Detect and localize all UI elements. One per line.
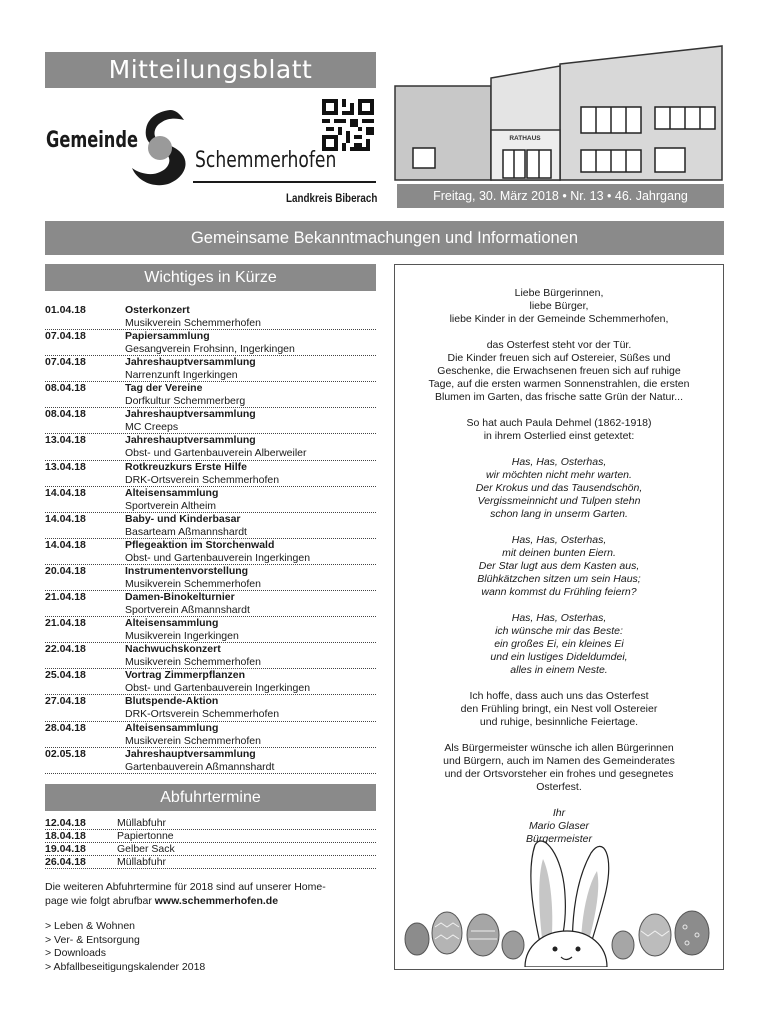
district-label: Landkreis Biberach xyxy=(286,191,378,205)
event-row xyxy=(45,487,376,513)
newsletter-title: Mitteilungsblatt xyxy=(45,52,376,88)
letter-line: So hat auch Paula Dehmel (1862-1918) xyxy=(466,417,652,429)
abfuhr-kind: Gelber Sack xyxy=(117,843,175,855)
qr-code-icon xyxy=(322,99,374,151)
event-date: 14.04.18 xyxy=(45,538,86,551)
event-row xyxy=(45,722,376,748)
event-organizer: Dorfkultur Schemmerberg xyxy=(125,395,246,408)
event-row xyxy=(45,382,376,408)
event-date: 20.04.18 xyxy=(45,564,86,577)
event-row xyxy=(45,434,376,460)
letter-line: Has, Has, Osterhas, xyxy=(511,534,607,546)
event-organizer: Sportverein Aßmannshardt xyxy=(125,604,250,617)
abfuhr-note xyxy=(45,880,376,908)
event-date: 01.04.18 xyxy=(45,304,86,316)
letter-line: Tage, auf die ersten warmen Sonnenstrahlen, die ersten xyxy=(428,378,690,390)
event-date: 07.04.18 xyxy=(45,356,86,369)
letter-line: Liebe Bürgerinnen, xyxy=(514,287,604,299)
letter-line: Blühkätzchen sitzen um sein Haus; xyxy=(477,573,641,585)
letter-line: das Osterfest steht vor der Tür. xyxy=(486,339,632,351)
letter-line: Has, Has, Osterhas, xyxy=(511,456,607,468)
event-title: Osterkonzert xyxy=(125,304,190,316)
letter-verse3 xyxy=(395,612,723,677)
event-organizer: Obst- und Gartenbauverein Ingerkingen xyxy=(125,682,311,695)
letter-line: Bürgermeister xyxy=(526,833,592,845)
letter-line: mit deinen bunten Eiern. xyxy=(502,547,616,559)
letter-line: und Bürgern, auch im Namen des Gemeinderates xyxy=(443,755,675,767)
event-date: 22.04.18 xyxy=(45,643,86,656)
event-organizer: Gesangverein Frohsinn, Ingerkingen xyxy=(125,343,295,356)
event-date: 07.04.18 xyxy=(45,330,86,343)
event-row xyxy=(45,330,376,356)
event-row xyxy=(45,591,376,617)
event-title: Jahreshauptversammlung xyxy=(125,434,256,447)
event-date: 28.04.18 xyxy=(45,721,86,734)
event-date: 14.04.18 xyxy=(45,512,86,525)
abfuhr-date: 19.04.18 xyxy=(45,843,86,855)
town-hall-illustration xyxy=(393,42,724,182)
event-row xyxy=(45,539,376,565)
event-row xyxy=(45,695,376,721)
event-title: Papiersammlung xyxy=(125,330,210,343)
event-title: Nachwuchskonzert xyxy=(125,643,221,656)
event-organizer: DRK-Ortsverein Schemmerhofen xyxy=(125,473,280,486)
event-title: Tag der Vereine xyxy=(125,382,203,395)
abfuhr-row xyxy=(45,817,376,830)
letter-line: Die Kinder freuen sich auf Ostereier, Süßes und xyxy=(447,352,671,364)
abfuhr-list xyxy=(45,817,376,869)
event-organizer: Obst- und Gartenbauverein Alberweiler xyxy=(125,447,307,460)
event-title: Blutspende-Aktion xyxy=(125,695,219,708)
event-row xyxy=(45,408,376,434)
letter-line: Geschenke, die Erwachsenen freuen sich auf ruhige xyxy=(437,365,681,377)
event-title: Jahreshauptversammlung xyxy=(125,356,256,369)
letter-line: Osterfest. xyxy=(536,781,582,793)
event-date: 08.04.18 xyxy=(45,408,86,421)
abfuhr-note-line2: page wie folgt abrufbar xyxy=(45,895,155,907)
logo-word-gemeinde: Gemeinde xyxy=(46,128,139,153)
abfuhr-kind: Müllabfuhr xyxy=(117,817,167,829)
abfuhr-kind: Müllabfuhr xyxy=(117,856,167,868)
letter-para4 xyxy=(395,742,723,794)
letter-line: schon lang in unserm Garten. xyxy=(490,508,628,520)
easter-bunny-eggs-illustration xyxy=(395,835,722,967)
event-date: 13.04.18 xyxy=(45,460,86,473)
abfuhr-row xyxy=(45,830,376,843)
letter-line: in ihrem Osterlied einst getextet: xyxy=(483,430,635,442)
letter-line: ich wünsche mir das Beste: xyxy=(495,625,623,637)
event-organizer: Gartenbauverein Aßmannshardt xyxy=(125,760,275,773)
event-title: Alteisensammlung xyxy=(125,617,219,630)
letter-para3 xyxy=(395,690,723,729)
event-organizer: Musikverein Schemmerhofen xyxy=(125,317,261,329)
events-list xyxy=(45,304,376,774)
letter-line: Blumen im Garten, das frische satte Grün der Natur... xyxy=(434,391,684,403)
event-date: 08.04.18 xyxy=(45,382,86,395)
website-link[interactable]: www.schemmerhofen.de xyxy=(154,895,279,907)
event-title: Vortrag Zimmerpflanzen xyxy=(125,669,245,682)
event-row xyxy=(45,304,376,330)
event-title: Jahreshauptversammlung xyxy=(125,747,256,760)
event-date: 13.04.18 xyxy=(45,434,86,447)
event-organizer: Obst- und Gartenbauverein Ingerkingen xyxy=(125,551,311,564)
event-title: Baby- und Kinderbasar xyxy=(125,512,241,525)
event-title: Pflegeaktion im Storchenwald xyxy=(125,538,275,551)
wichtiges-heading: Wichtiges in Kürze xyxy=(45,264,376,291)
event-title: Rotkreuzkurs Erste Hilfe xyxy=(125,460,247,473)
event-row xyxy=(45,643,376,669)
letter-line: und ruhige, besinnliche Feiertage. xyxy=(479,716,639,728)
event-row xyxy=(45,565,376,591)
event-organizer: Narrenzunft Ingerkingen xyxy=(125,369,238,382)
letter-line: Mario Glaser xyxy=(528,820,590,832)
letter-line: liebe Bürger, xyxy=(529,300,589,312)
letter-greeting xyxy=(395,287,723,326)
event-row xyxy=(45,513,376,539)
letter-line: wann kommst du Frühling feiern? xyxy=(481,586,637,598)
event-title: Jahreshauptversammlung xyxy=(125,408,256,421)
abfuhr-date: 18.04.18 xyxy=(45,830,86,842)
letter-line: Der Krokus und das Tausendschön, xyxy=(475,482,643,494)
path-link-item[interactable]: > Downloads xyxy=(45,947,106,959)
letter-verse2 xyxy=(395,534,723,599)
event-date: 21.04.18 xyxy=(45,617,86,630)
event-organizer: Musikverein Schemmerhofen xyxy=(125,577,261,590)
letter-line: liebe Kinder in der Gemeinde Schemmerhofen, xyxy=(449,313,669,325)
event-date: 14.04.18 xyxy=(45,486,86,499)
event-date: 02.05.18 xyxy=(45,747,86,760)
letter-para1 xyxy=(395,339,723,404)
easter-letter-text xyxy=(395,287,723,859)
event-row xyxy=(45,669,376,695)
letter-line: wir möchten nicht mehr warten. xyxy=(486,469,632,481)
abfuhr-note-line1: Die weiteren Abfuhrtermine für 2018 sind auf unserer Home- xyxy=(45,881,326,893)
rathaus-sign: RATHAUS xyxy=(509,135,541,142)
letter-line: ein großes Ei, ein kleines Ei xyxy=(494,638,624,650)
event-organizer: Musikverein Schemmerhofen xyxy=(125,656,261,669)
letter-line: Ich hoffe, dass auch uns das Osterfest xyxy=(469,690,649,702)
issue-info-bar: Freitag, 30. März 2018 • Nr. 13 • 46. Jahrgang xyxy=(397,184,724,208)
gemeinde-logo-icon xyxy=(130,106,192,192)
abfuhr-date: 12.04.18 xyxy=(45,817,86,829)
easter-letter-box xyxy=(394,264,724,970)
event-organizer: Sportverein Altheim xyxy=(125,499,217,512)
section-heading: Gemeinsame Bekanntmachungen und Informationen xyxy=(45,221,724,255)
path-link-item[interactable]: > Ver- & Entsorgung xyxy=(45,933,140,946)
letter-line: Ihr xyxy=(552,807,566,819)
event-organizer: Musikverein Ingerkingen xyxy=(125,630,239,643)
event-row xyxy=(45,461,376,487)
letter-line: und der Ortsvorsteher ein frohes und gesegnetes xyxy=(444,768,674,780)
path-link-item[interactable]: > Leben & Wohnen xyxy=(45,920,136,932)
letter-para2 xyxy=(395,417,723,443)
abfuhr-row xyxy=(45,856,376,869)
event-organizer: Basarteam Aßmannshardt xyxy=(125,525,247,538)
letter-line: alles in einem Neste. xyxy=(510,664,608,676)
event-date: 27.04.18 xyxy=(45,695,86,708)
navigation-path-list xyxy=(45,920,376,974)
logo-divider xyxy=(193,181,376,183)
abfuhr-kind: Papiertonne xyxy=(117,830,174,842)
logo-word-schemmerhofen: Schemmerhofen xyxy=(195,148,337,173)
event-organizer: MC Creeps xyxy=(125,421,179,434)
event-title: Damen-Binokelturnier xyxy=(125,591,235,604)
event-date: 21.04.18 xyxy=(45,591,86,604)
event-title: Alteisensammlung xyxy=(125,721,219,734)
path-link-item[interactable]: > Abfallbeseitigungskalender 2018 xyxy=(45,960,206,973)
event-title: Instrumentenvorstellung xyxy=(125,564,249,577)
letter-line: Vergissmeinnicht und Tulpen stehn xyxy=(477,495,641,507)
abfuhr-heading: Abfuhrtermine xyxy=(45,784,376,811)
event-row xyxy=(45,356,376,382)
abfuhr-row xyxy=(45,843,376,856)
event-organizer: Musikverein Schemmerhofen xyxy=(125,734,261,747)
letter-line: den Frühling bringt, ein Nest voll Ostereier xyxy=(460,703,658,715)
event-organizer: DRK-Ortsverein Schemmerhofen xyxy=(125,708,280,721)
event-date: 25.04.18 xyxy=(45,669,86,682)
letter-line: Der Star lugt aus dem Kasten aus, xyxy=(478,560,640,572)
letter-line: Has, Has, Osterhas, xyxy=(511,612,607,624)
abfuhr-date: 26.04.18 xyxy=(45,856,86,868)
letter-verse1 xyxy=(395,456,723,521)
letter-line: und ein lustiges Dideldumdei, xyxy=(490,651,628,663)
letter-line: Als Bürgermeister wünsche ich allen Bürgerinnen xyxy=(444,742,674,754)
event-row xyxy=(45,617,376,643)
event-row xyxy=(45,748,376,774)
event-title: Alteisensammlung xyxy=(125,486,219,499)
